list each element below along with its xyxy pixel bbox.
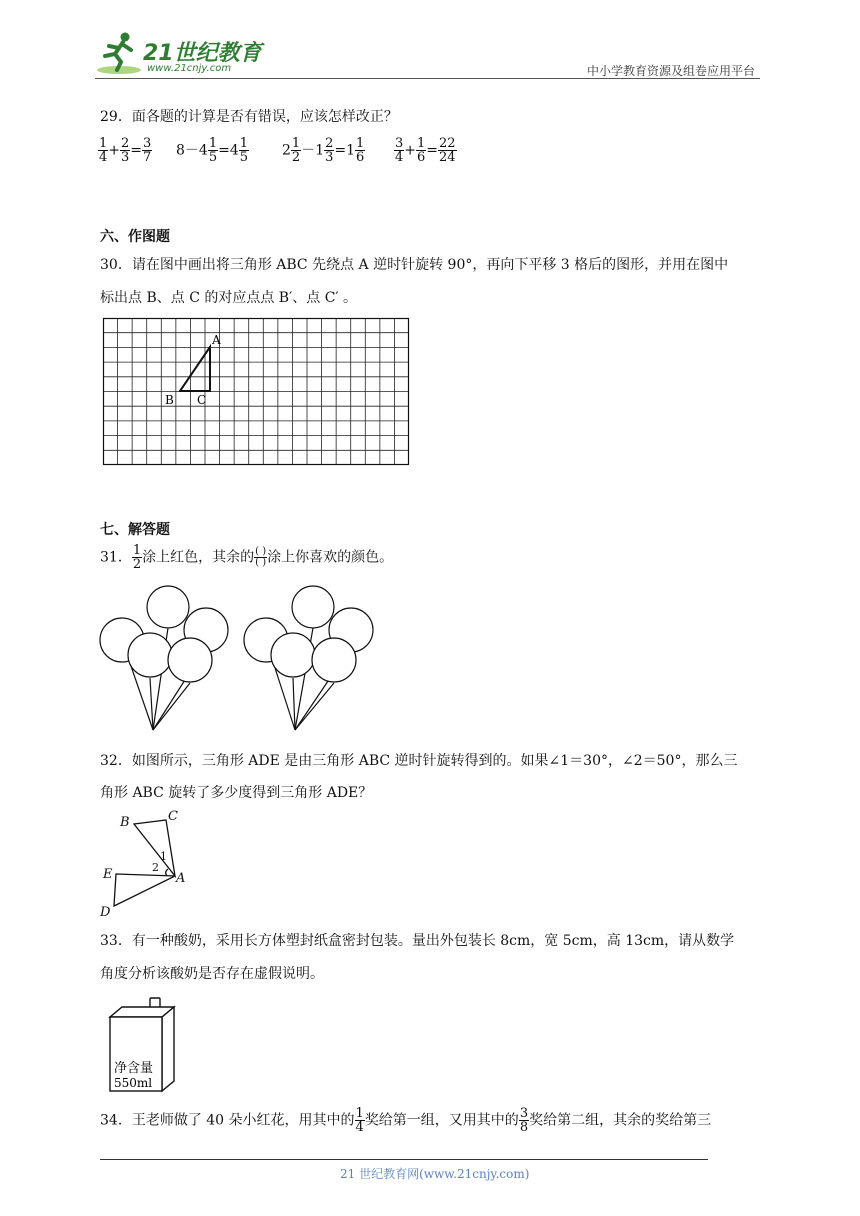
fraction: $\frac{1}{2}$ xyxy=(132,543,142,572)
box-side xyxy=(162,1007,174,1091)
fraction: $\frac{1}{2}$ xyxy=(291,136,301,165)
q32-rotation-figure xyxy=(98,806,208,921)
label-c: C xyxy=(197,393,207,407)
yogurt-box-figure xyxy=(108,995,178,1093)
q29-eq4: $\frac{3}{4}$ + $\frac{1}{6}$ = $\frac{22}{24}$ xyxy=(395,136,456,165)
q29-eq2: 8－4 $\frac{1}{5}$ =4 $\frac{1}{5}$ xyxy=(176,136,249,165)
label-a: A xyxy=(176,871,186,886)
fraction: $\frac{1}{4}$ xyxy=(355,1106,364,1135)
balloon xyxy=(168,638,212,682)
label-d: D xyxy=(100,905,111,920)
fraction: $\frac{2}{3}$ xyxy=(325,136,334,165)
q32-line1: 32．如图所示，三角形 ADE 是由三角形 ABC 逆时针旋转得到的。如果∠1＝30°，∠2＝50°，那么三 xyxy=(100,753,738,769)
fraction: $\frac{1}{6}$ xyxy=(417,136,426,165)
q30-line1: 30．请在图中画出将三角形 ABC 先绕点 A 逆时针旋转 90°，再向下平移 3 格后的图形，并用在图中 xyxy=(100,257,729,273)
label-c: C xyxy=(168,809,178,824)
logo-main: 21世纪教育 xyxy=(143,41,262,66)
q33-line1: 33．有一种酸奶，采用长方体塑封纸盒密封包装。量出外包装长 8cm，宽 5cm，高 13cm，请从数学 xyxy=(100,933,735,949)
q30-grid xyxy=(103,318,409,465)
q32-line2: 角形 ABC 旋转了多少度得到三角形 ADE？ xyxy=(100,785,373,801)
fraction-blank: $\frac{( )}{( )}$ xyxy=(255,546,267,568)
footer-text: 21 世纪教育网(www.21cnjy.com) xyxy=(340,1167,530,1181)
q29-eq1: $\frac{1}{4}$ + $\frac{2}{3}$ = $\frac{3}{7}$ xyxy=(99,136,152,165)
q31-text: 31． $\frac{1}{2}$ 涂上红色，其余的 $\frac{( )}{( )}$ 涂上你喜欢的颜色。 xyxy=(100,543,394,572)
box-label-2: 550ml xyxy=(114,1076,153,1090)
logo-sub: www.21cnjy.com xyxy=(147,63,232,74)
box-label-1: 净含量 xyxy=(114,1061,154,1076)
footer-rule xyxy=(100,1159,708,1160)
fraction: $\frac{3}{7}$ xyxy=(143,136,152,165)
angle-1-label: 1 xyxy=(160,850,167,863)
grid-lines xyxy=(103,318,409,465)
angle-2-label: 2 xyxy=(152,861,159,874)
fraction: $\frac{1}{4}$ xyxy=(99,136,108,165)
fraction: $\frac{1}{5}$ xyxy=(239,136,249,165)
section-7-title: 七、解答题 xyxy=(100,522,170,538)
balloons-figure xyxy=(98,585,378,735)
q29-eq3: 2 $\frac{1}{2}$ －1 $\frac{2}{3}$ =1 $\frac{1}{6}$ xyxy=(282,136,365,165)
section-6-title: 六、作图题 xyxy=(100,229,170,245)
triangle-abc xyxy=(180,347,210,391)
q33-line2: 角度分析该酸奶是否存在虚假说明。 xyxy=(100,966,324,982)
balloon xyxy=(128,633,172,677)
fraction: $\frac{1}{6}$ xyxy=(356,136,365,165)
balloon-group-left xyxy=(100,586,228,730)
fraction: $\frac{2}{3}$ xyxy=(121,136,130,165)
logo-runner-icon xyxy=(95,30,145,76)
header-right-text: 中小学教育资源及组卷应用平台 xyxy=(586,64,755,78)
balloon xyxy=(292,586,334,628)
balloon xyxy=(271,633,315,677)
q34-text: 34．王老师做了 40 朵小红花，用其中的 $\frac{1}{4}$ 奖给第一组，又用其中的 $\frac{3}{8}$ 奖给第二组，其余的奖给第三 xyxy=(100,1106,712,1135)
label-b: B xyxy=(165,393,174,407)
triangle-ade xyxy=(114,874,175,906)
fraction: $\frac{3}{4}$ xyxy=(395,136,404,165)
fraction: $\frac{22}{24}$ xyxy=(439,136,456,165)
angle-arc xyxy=(166,869,168,876)
fraction: $\frac{1}{5}$ xyxy=(208,136,218,165)
fraction: $\frac{3}{8}$ xyxy=(519,1106,529,1135)
label-a: A xyxy=(212,333,221,347)
label-b: B xyxy=(120,815,130,830)
q30-line2: 标出点 B、点 C 的对应点点 B′、点 C′ 。 xyxy=(100,290,358,306)
header-rule xyxy=(95,78,760,79)
balloon-group-right xyxy=(244,586,373,730)
balloon xyxy=(312,638,356,682)
label-e: E xyxy=(103,867,113,882)
balloon xyxy=(147,586,189,628)
q29-text: 29．面各题的计算是否有错误，应该怎样改正？ xyxy=(100,109,398,125)
header xyxy=(95,30,760,80)
